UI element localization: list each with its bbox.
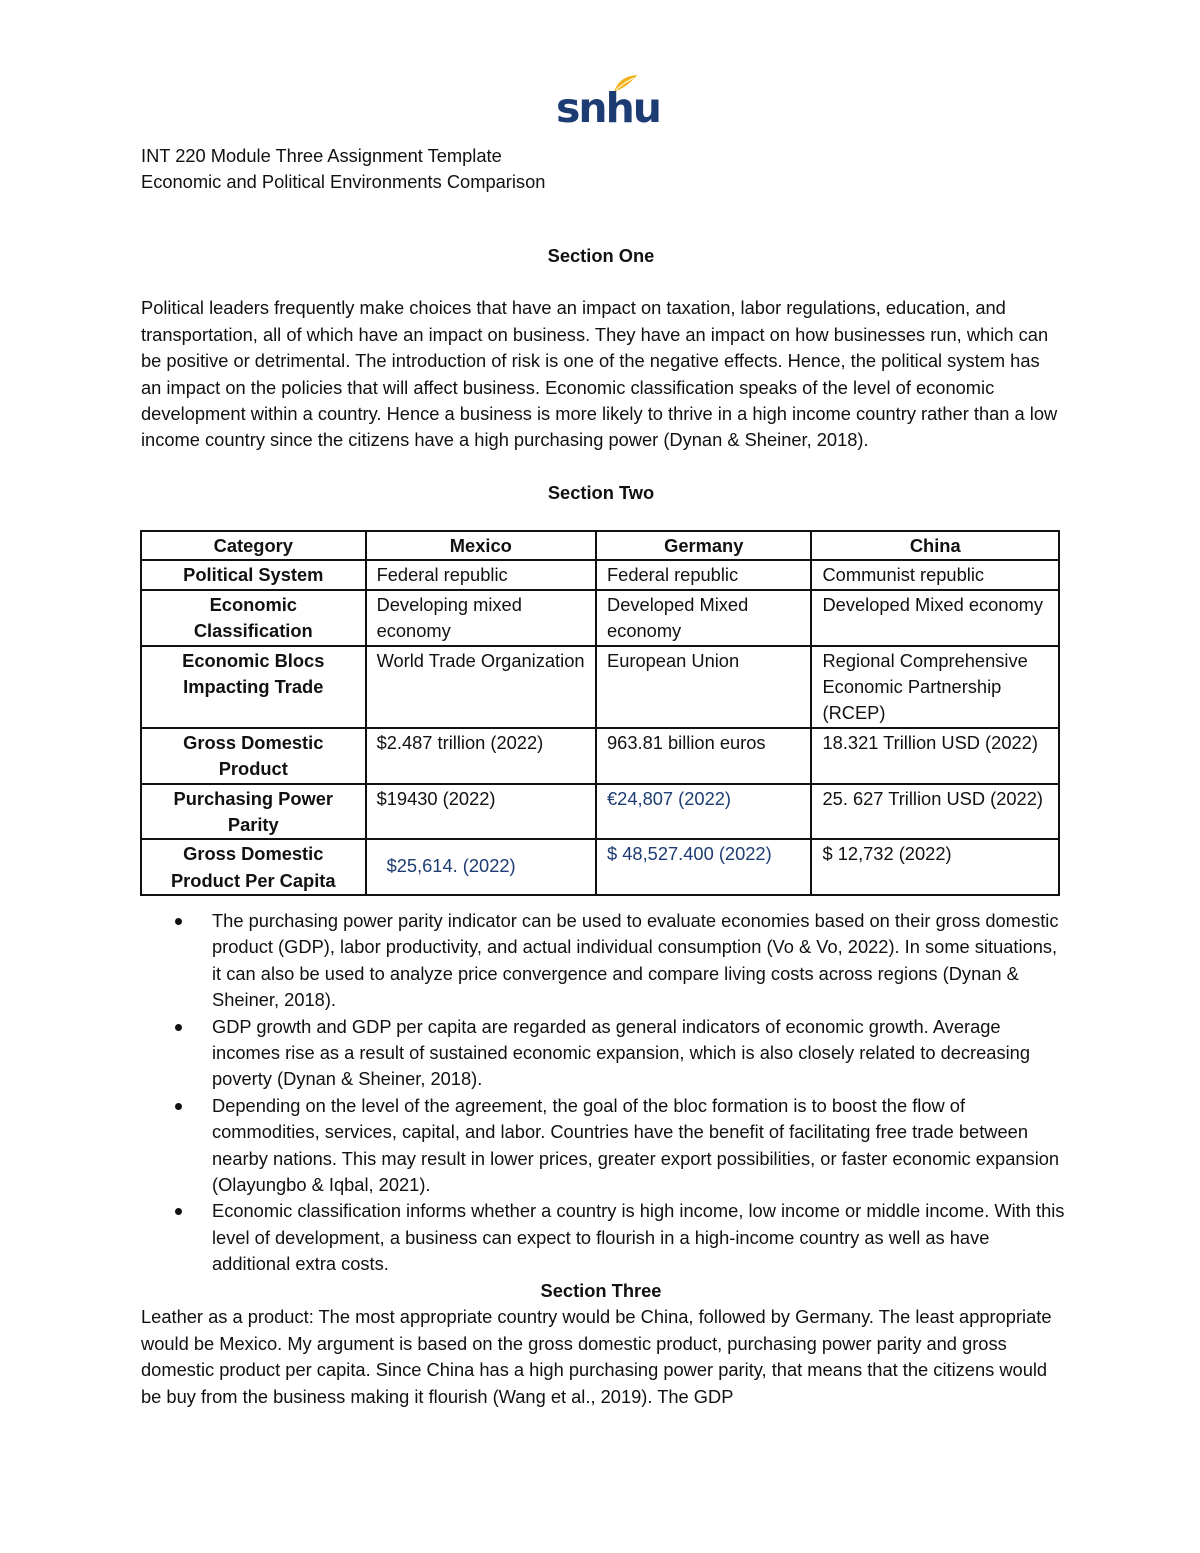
- cell-china: 25. 627 Trillion USD (2022): [811, 784, 1059, 840]
- bullet-text: The purchasing power parity indicator can be used to evaluate economies based on their gross domestic product (GDP), labor productivity, and actual individual consumption (Vo & Vo, 2022). In some situations, it can also be used to analyze price convergence and compare living costs across regions (Dynan & Sheiner, 2018).: [212, 910, 1059, 1011]
- section-two-heading: [141, 480, 1061, 506]
- list-item: [141, 908, 1066, 1014]
- cell-germany: Federal republic: [596, 560, 811, 589]
- header-line-1: INT 220 Module Three Assignment Template: [141, 145, 502, 166]
- table-row: [141, 590, 1059, 646]
- cell-germany: $ 48,527.400 (2022): [596, 839, 811, 895]
- list-item: [141, 1093, 1066, 1199]
- header-line-2: Economic and Political Environments Comparison: [141, 171, 546, 193]
- row-category: Economic Classification: [141, 590, 366, 646]
- cell-germany: €24,807 (2022): [596, 784, 811, 840]
- row-category: Gross Domestic Product Per Capita: [141, 839, 366, 895]
- cell-mexico: Federal republic: [366, 560, 596, 589]
- document-header: [141, 143, 1061, 196]
- row-category: Gross Domestic Product: [141, 728, 366, 784]
- section-three: [141, 1278, 1061, 1410]
- section-three-title: Section Three: [540, 1280, 662, 1301]
- cell-mexico: $19430 (2022): [366, 784, 596, 840]
- bullet-icon: [175, 1103, 182, 1110]
- table-header-row: [141, 531, 1059, 560]
- cell-china: Communist republic: [811, 560, 1059, 589]
- cell-germany: European Union: [596, 646, 811, 728]
- table-row: [141, 560, 1059, 589]
- bullet-text: Depending on the level of the agreement, the goal of the bloc formation is to boost the flow of commodities, services, capital, and labor. Countries have the benefit of facilitating free trade between nearby nations. This may result in lower prices, greater export possibilities, or faster economic expansion (Olayungbo & Iqbal, 2021).: [212, 1094, 1060, 1196]
- table-row: [141, 839, 1059, 895]
- bullet-icon: [175, 918, 182, 925]
- section-one: [141, 243, 1061, 454]
- cell-mexico: [366, 839, 596, 895]
- cell-china: $ 12,732 (2022): [811, 839, 1059, 895]
- section-three-paragraph: Leather as a product: The most appropriate country would be China, followed by Germany. The least appropriate would be Mexico. My argument is based on the gross domestic product, purchasing power parity and gross domestic product per capita. Since China has a high purchasing power parity, that means that the citizens would be buy from the business making it flourish (Wang et al., 2019). The GDP: [141, 1306, 1052, 1407]
- header-category: Category: [141, 531, 366, 560]
- row-category: Purchasing Power Parity: [141, 784, 366, 840]
- table-row: [141, 784, 1059, 840]
- row-category: Political System: [141, 560, 366, 589]
- cell-china: Developed Mixed economy: [811, 590, 1059, 646]
- section-two-title: Section Two: [547, 482, 655, 503]
- row-category: Economic Blocs Impacting Trade: [141, 646, 366, 728]
- cell-germany: 963.81 billion euros: [596, 728, 811, 784]
- header-germany: Germany: [596, 531, 811, 560]
- list-item: [141, 1198, 1066, 1277]
- list-item: [141, 1014, 1066, 1093]
- bullet-list: [141, 908, 1066, 1278]
- snhu-logo: [556, 74, 660, 134]
- cell-germany: Developed Mixed economy: [596, 590, 811, 646]
- bullet-icon: [175, 1208, 182, 1215]
- cell-mexico: $2.487 trillion (2022): [366, 728, 596, 784]
- cell-china: Regional Comprehensive Economic Partnership (RCEP): [811, 646, 1059, 728]
- logo-text: snhu: [556, 84, 660, 132]
- comparison-table: [140, 530, 1060, 896]
- section-one-paragraph: Political leaders frequently make choices that have an impact on taxation, labor regulations, education, and transportation, all of which have an impact on business. They have an impact on how businesses run, which can be positive or detrimental. The introduction of risk is one of the negative effects. Hence, the political system has an impact on the policies that will affect business. Economic classification speaks of the level of economic development within a country. Hence a business is more likely to thrive in a high income country rather than a low income country since the citizens have a high purchasing power (Dynan & Sheiner, 2018).: [141, 297, 1058, 451]
- section-one-title: Section One: [547, 245, 655, 266]
- cell-mexico: Developing mixed economy: [366, 590, 596, 646]
- header-mexico: Mexico: [366, 531, 596, 560]
- table-row: [141, 728, 1059, 784]
- cell-china: 18.321 Trillion USD (2022): [811, 728, 1059, 784]
- bullet-icon: [175, 1024, 182, 1031]
- bullet-text: Economic classification informs whether a country is high income, low income or middle income. With this level of development, a business can expect to flourish in a high-income country as well as have additional extra costs.: [212, 1200, 1065, 1275]
- cell-mexico: World Trade Organization: [366, 646, 596, 728]
- table-row: [141, 646, 1059, 728]
- bullet-text: GDP growth and GDP per capita are regarded as general indicators of economic growth. Average incomes rise as a result of sustained economic expansion, which is also closely related to decreasing poverty (Dynan & Sheiner, 2018).: [212, 1015, 1030, 1090]
- header-china: China: [811, 531, 1059, 560]
- cell-mexico-value: $25,614. (2022): [386, 855, 516, 877]
